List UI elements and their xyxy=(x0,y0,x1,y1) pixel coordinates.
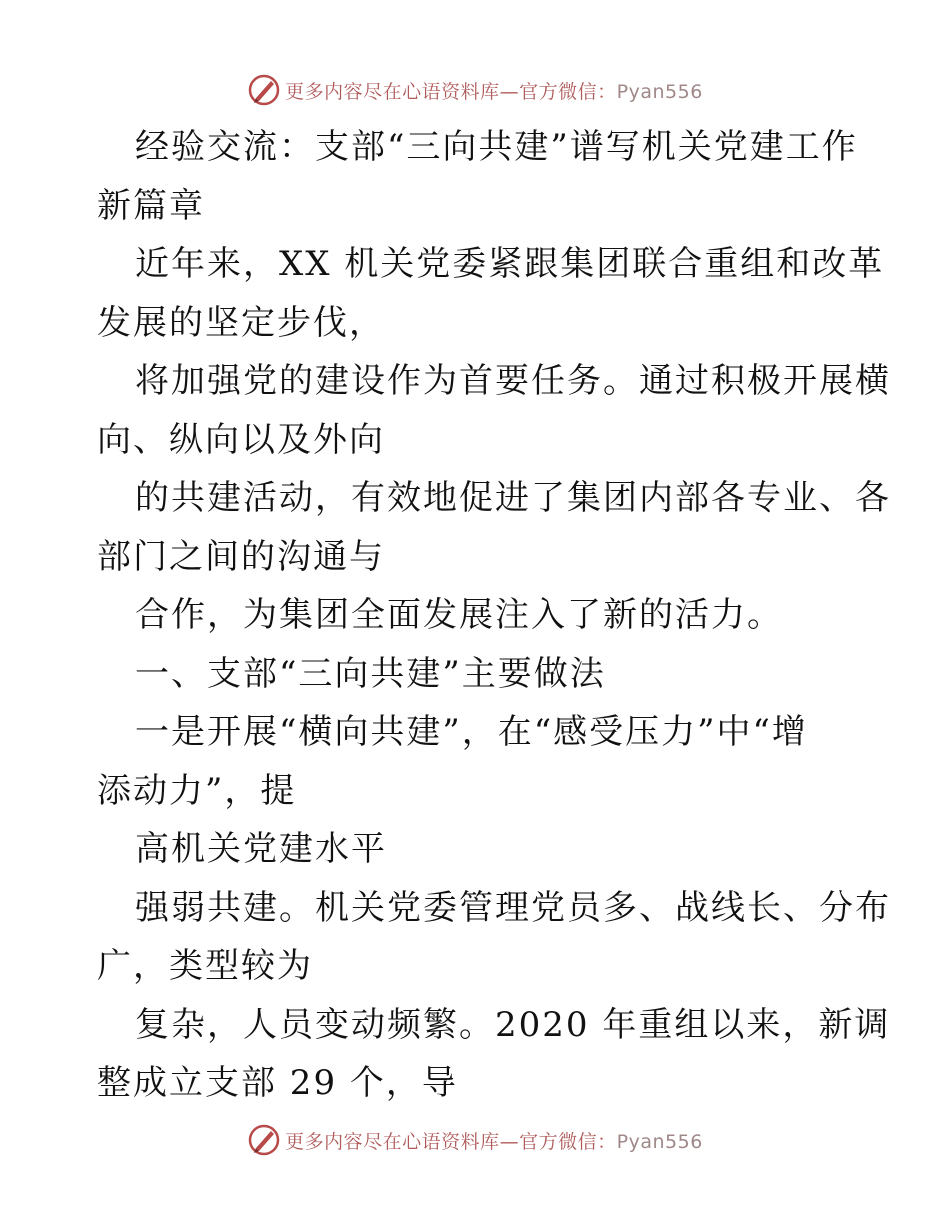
paragraph-line: 近年来，XX 机关党委紧跟集团联合重组和改革 xyxy=(135,244,885,284)
paragraph-line: 的共建活动，有效地促进了集团内部各专业、各 xyxy=(135,478,891,518)
paragraph-line: 合作，为集团全面发展注入了新的活力。 xyxy=(135,595,783,635)
paragraph-line: 将加强党的建设作为首要任务。通过积极开展横 xyxy=(135,361,891,401)
paragraph-line: 部门之间的沟通与 xyxy=(97,536,385,577)
title-line-1: 经验交流：支部“三向共建”谱写机关党建工作 xyxy=(135,127,858,167)
header-banner xyxy=(0,70,950,110)
paragraph-line: 添动力”，提 xyxy=(97,770,297,811)
paragraph-line: 强弱共建。机关党委管理党员多、战线长、分布 xyxy=(135,887,891,928)
header-wechat-id: Pyan556 xyxy=(616,80,703,103)
paragraph-line: 整成立支部 29 个，导 xyxy=(97,1063,458,1103)
header-banner-text: 更多内容尽在心语资料库—官方微信：Pyan556 xyxy=(285,80,703,103)
pen-logo-icon xyxy=(247,1123,281,1157)
section-heading: 一、支部“三向共建”主要做法 xyxy=(135,653,606,694)
paragraph-line: 向、纵向以及外向 xyxy=(97,419,385,460)
footer-banner-text: 更多内容尽在心语资料库—官方微信：Pyan556 xyxy=(285,1130,703,1153)
paragraph-line: 复杂，人员变动频繁。2020 年重组以来，新调 xyxy=(135,1004,891,1045)
paragraph-line: 广，类型较为 xyxy=(97,946,313,986)
pen-logo-icon xyxy=(247,73,281,107)
footer-wechat-id: Pyan556 xyxy=(616,1130,703,1153)
footer-banner xyxy=(0,1120,950,1160)
title-line-2: 新篇章 xyxy=(97,185,205,226)
subheading-line: 高机关党建水平 xyxy=(135,829,387,869)
paragraph-line: 发展的坚定步伐， xyxy=(97,302,385,343)
paragraph-line: 一是开展“横向共建”，在“感受压力”中“增 xyxy=(135,712,808,752)
document-body xyxy=(97,118,891,1113)
